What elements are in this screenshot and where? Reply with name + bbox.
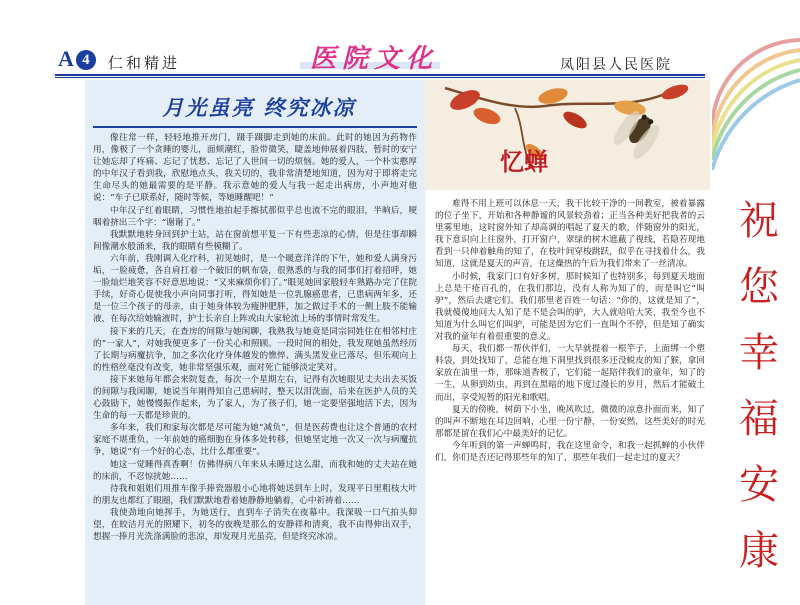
blessing-char: 您 xyxy=(739,264,779,310)
blessing-text xyxy=(734,188,784,584)
right-article-body xyxy=(435,198,705,464)
header-rule-thin xyxy=(55,77,705,78)
left-article-title: 月光虽亮 终究冰凉 xyxy=(162,96,356,120)
blessing-char: 康 xyxy=(739,528,779,574)
section-title: 医院文化 xyxy=(310,44,439,74)
paragraph: 接下来她每年都会来院复查，每次一个星期左右，记得有次她眼见丈夫出去买饭的间隙与我闲聊，她说当年刚得知自己患病时，整天以泪洗面，后来在医护人员的关心鼓励下，她慢慢振作起来，为了家人，为了孩子们，她一定要坚强地活下去，因为生命的每一天都是珍贵的。 xyxy=(93,374,417,422)
paragraph: 待我和姐姐们用推车像手捧瓷器般小心地将她送到车上时，发现平日里粗枝大叶的朋友也都红了眼圈，我们默默地看着她静静地躺着，心中祈祷着…… xyxy=(93,483,417,506)
paragraph: 每天，我们都一帮伙伴们，一大早就提着一根竿子，上面绑一个塑料袋，到处找知了，总能在地下洞里找到很多还没蜕皮的知了猴，拿回家放在油里一炸，那味道香极了，它们能一起陪伴我们的童年，知了的一生，从卵到幼虫，再到在黑暗的地下度过漫长的岁月，然后才能破土而出，享受短暂的阳光和歌唱。 xyxy=(435,344,705,403)
section-label: 仁和精进 xyxy=(108,54,181,72)
paragraph: 中年汉子红着眼睛，习惯性地拍起手擦拭那似乎总也流不完的眼泪，半晌后，哽咽着挤出三个字：“谢谢了。” xyxy=(93,205,417,228)
paragraph: 我默默地转身回到护士站，站在窗前想平复一下有些悲凉的心情，但是往事却瞬间像潮水般涌来，我的眼睛有些模糊了。 xyxy=(93,229,417,252)
left-article-body xyxy=(93,132,417,543)
paragraph: 接下来的几天，在查房的间隙与她闲聊，我熟我与她竟是同宗同姓住在相邻村庄的“一家人”，对她我便更多了一份关心和照顾。一段时间的相处，我发现她虽然经历了长期与病魔抗争，加之多次化疗身体越发的憔悴、满头黑发业已落尽，但乐观向上的性格丝毫没有改变，她非常坚强乐观，面对死亡能够淡定笑对。 xyxy=(93,326,417,373)
page-header xyxy=(0,0,710,78)
section-title-box xyxy=(300,36,440,74)
paragraph: 夏天的傍晚，树荫下小坐，晚风吹过，微微的凉意扑面而来，知了的叫声不断地在耳边回响，心里一份宁静，一份安然，这些美好的时光那都是留在我们心中最美好的记忆。 xyxy=(435,404,705,439)
rainbow-decoration xyxy=(712,0,800,170)
page-number: 4 xyxy=(76,50,96,70)
page-number-badge xyxy=(58,46,96,72)
blessing-char: 幸 xyxy=(739,330,779,376)
left-title-rule xyxy=(93,126,417,128)
paragraph: 我使劲地向她挥手，为她送行，直到车子消失在夜幕中。我深吸一口气拍头仰望，在皎洁月光的照耀下，初冬的夜晚是那么的安静祥和清爽，我不由得伸出双手，想握一捧月光洗涤满脸的悲凉，却发现月光虽亮，但是终究冰凉。 xyxy=(93,507,417,543)
blessing-char: 安 xyxy=(739,462,779,508)
paragraph: 她这一觉睡得真香啊！仿佛得病八年来从未睡过这么甜，而我和她的丈夫站在她的床前，不忍惊扰她…… xyxy=(93,459,417,482)
blessing-char: 福 xyxy=(739,396,779,442)
paragraph: 多年来，我们和家每次都是尽可能为她“减负”，但是医药费也让这个普通的农村家庭不堪重负，一年前她的癌细胞在身体多处转移，但她坚定地一次又一次与病魔抗争，她说“有一个好的心态，比什么都重要”。 xyxy=(93,423,417,458)
right-article xyxy=(425,80,710,605)
blessing-char: 祝 xyxy=(739,198,779,244)
right-article-title: 忆蝉 xyxy=(500,148,548,176)
header-rule xyxy=(55,74,705,76)
cicada-illustration xyxy=(425,80,710,190)
hospital-name: 凤阳县人民医院 xyxy=(560,57,672,73)
paragraph: 难得不用上班可以休息一天，我干比较干净的一间教室，被着暴露的位子坐下，开始和各种静谧的风景较劲着；正当各种美好把我者的云里雾里地，这时窗外知了却高调的唱起了夏天的歌，伴随窗外的阳光，我下意识向上往窗外，打开窗户，翠绿的树木遮蔽了视线，若隐若现地看到一只伸着触角的知了，在枝叶间穿梭跳跃，似乎在寻找着什么，我知道，这就是夏天的声音，在这燥热的午后为我们带来了一丝清凉。 xyxy=(435,199,705,270)
paragraph: 小时候，我家门口有好多树，那时候知了也特别多，每到夏天地面上总是干疮百孔的，在我们那边，没有人称为知了的，而是叫它“叫驴”，然后去逮它们。我们那里老百姓一句话：“你的，这就是知了”，我就傻傻地问大人知了是不是会叫的驴，大人就哈哈大笑，我至今也不知道为什么叫它们叫驴，可能是因为它们一直叫个不停，但是知了确实对我的童年有着很重要的意义。 xyxy=(435,271,705,343)
blessing-sidebar xyxy=(712,0,800,605)
left-article xyxy=(85,80,425,605)
page-letter: A xyxy=(58,46,74,71)
paragraph: 像往常一样，轻轻地推开房门，蹑手蹑脚走到她的床前。此时的她因为药物作用，像极了一个贪睡的婴儿，面颊潮红，脸带微笑，睫盖地伸展着四肢，暂时的安宁让她忘却了疼痛、忘记了忧愁、忘记了人世间一切的烦恼。她的爱人，一个朴实憨厚的中年汉子看到我，欣慰地点头，我关切的，我非常清楚地知道，因为对于即将走完生命尽头的她最需要的是平静。我示意她的爱人与我一起走出病房，小声地对他说：“车子已联系好，随时等候，等她睡醒吧！” xyxy=(93,133,417,204)
paragraph: 六年前，我刚调入化疗科，初见她时，是一个暖意洋洋的下午，她和爱人满身污垢，一脸疲惫，各自肩扛着一个破旧的帆布袋，很熟悉的与我的同事们打着招呼，她一脸灿烂地笑容不好意思地说：“又来麻烦你们了。”眼见她回家般轻车熟路办完了住院手续，好奇心促使我小声向同事打听，得知她是一位乳腺癌患者，已患病两年多，还是一位三个孩子的母亲，由于她身体较为瘦肿肥胖，加之做过手术的一侧上肢不能输液，在每次给她输液时，护士长亲自上阵或由大家轮流上场的事情时常发生。 xyxy=(93,253,417,325)
paragraph: 今年听到的第一声蝉鸣时，我在这里命令，和我一起抓蝉的小伙伴们，你们是否还记得那些年的知了，那些年我们一起走过的夏天？ xyxy=(435,440,705,463)
